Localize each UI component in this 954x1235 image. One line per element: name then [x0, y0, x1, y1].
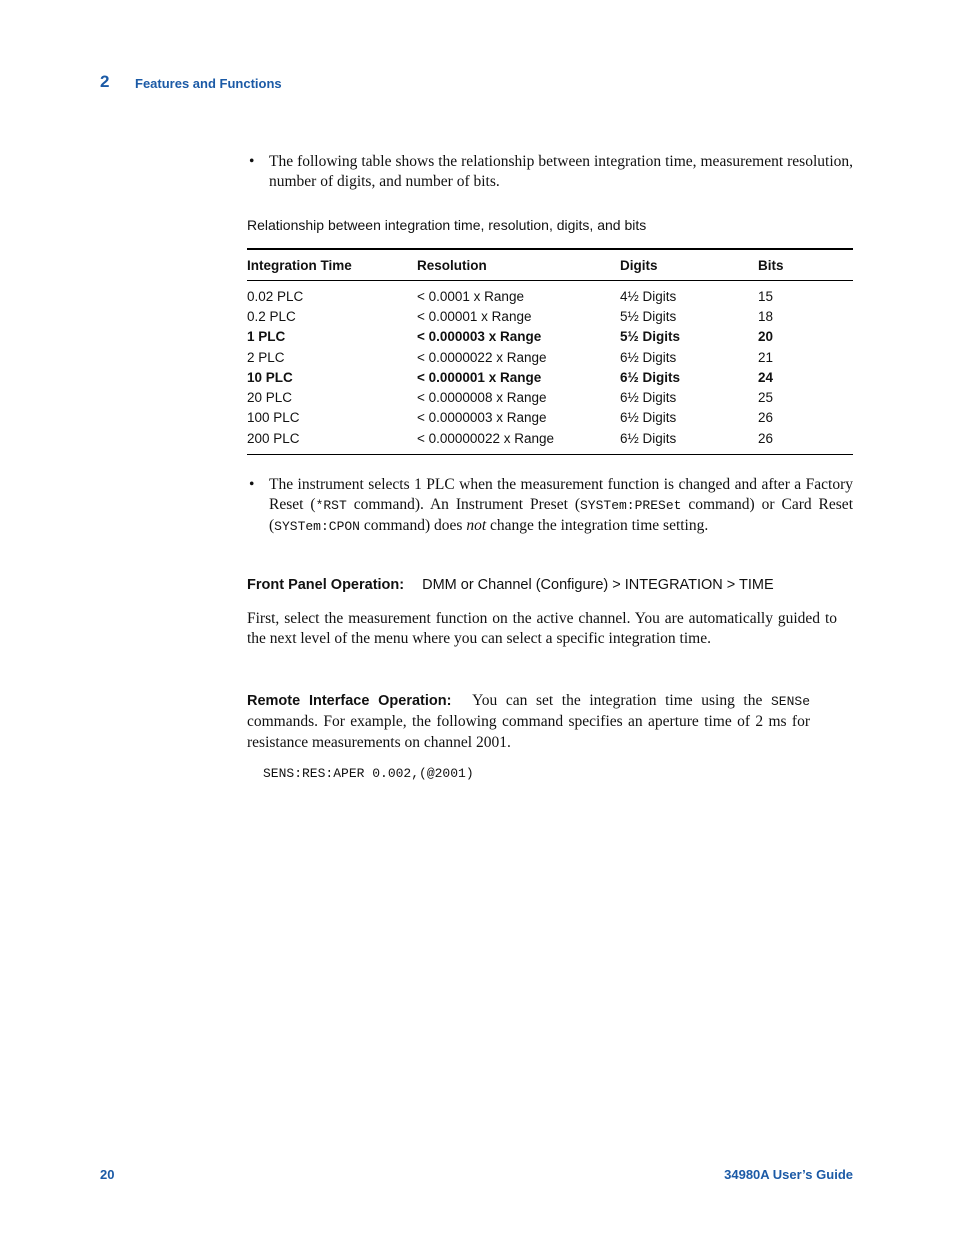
code-rst: *RST	[315, 498, 347, 513]
bullet-item-table-intro	[247, 152, 853, 192]
cell-digits: 6½ Digits	[620, 430, 677, 446]
page-number: 20	[100, 1167, 115, 1182]
remote-text-part: commands. For example, the following command specifies an aperture time of 2 ms for resistance measurements on channel 2001.	[247, 713, 810, 751]
table-row-highlighted	[247, 327, 853, 347]
cell-bits: 21	[758, 349, 774, 365]
bullet-text-part: The instrument selects 1 PLC when the measurement function is changed and after a Factory Reset (	[269, 476, 853, 513]
bullet-text: The following table shows the relationship between integration time, measurement resolution, number of digits, and number of bits.	[269, 153, 853, 190]
cell-bits: 24	[758, 369, 774, 385]
table-row	[247, 387, 853, 407]
table-row-highlighted	[247, 367, 853, 387]
cell-resolution: < 0.00001 x Range	[417, 308, 532, 324]
cell-digits: 6½ Digits	[620, 369, 681, 385]
bullet-text-part: command) or Card Reset (	[269, 496, 853, 534]
cell-integration-time: 1 PLC	[247, 329, 286, 345]
table-caption: Relationship between integration time, resolution, digits, and bits	[247, 217, 647, 233]
cell-integration-time: 10 PLC	[247, 369, 293, 385]
table-row	[247, 306, 853, 326]
cell-bits: 20	[758, 329, 774, 345]
column-header-integration-time: Integration Time	[247, 257, 352, 273]
cell-resolution: < 0.0001 x Range	[417, 288, 524, 304]
code-system-preset: SYSTem:PRESet	[580, 498, 682, 513]
cell-digits: 5½ Digits	[620, 329, 681, 345]
cell-resolution: < 0.0000003 x Range	[417, 410, 547, 426]
cell-digits: 5½ Digits	[620, 308, 677, 324]
chapter-number: 2	[100, 72, 110, 91]
cell-digits: 6½ Digits	[620, 349, 677, 365]
cell-integration-time: 2 PLC	[247, 349, 285, 365]
cell-integration-time: 0.02 PLC	[247, 288, 304, 304]
chapter-title: Features and Functions	[135, 76, 282, 91]
table-row	[247, 428, 853, 448]
command-example: SENS:RES:APER 0.002,(@2001)	[263, 766, 474, 781]
front-panel-label: Front Panel Operation:	[247, 577, 405, 593]
table-row	[247, 347, 853, 367]
bullet-icon: •	[249, 153, 255, 170]
cell-resolution: < 0.0000008 x Range	[417, 390, 547, 406]
column-header-digits: Digits	[620, 257, 658, 273]
cell-digits: 4½ Digits	[620, 288, 677, 304]
integration-table	[247, 248, 853, 455]
cell-bits: 15	[758, 288, 774, 304]
code-system-cpon: SYSTem:CPON	[274, 519, 360, 534]
remote-text-part: You can set the integration time using the	[472, 692, 763, 709]
table-row	[247, 286, 853, 306]
guide-title: 34980A User’s Guide	[724, 1167, 853, 1182]
cell-resolution: < 0.00000022 x Range	[417, 430, 554, 446]
cell-bits: 26	[758, 430, 774, 446]
cell-integration-time: 200 PLC	[247, 430, 300, 446]
column-header-bits: Bits	[758, 257, 784, 273]
cell-bits: 25	[758, 390, 774, 406]
bullet-text-part: command) does	[360, 517, 467, 534]
table-header-row	[247, 250, 853, 281]
table-body	[247, 281, 853, 454]
code-sense: SENSe	[770, 694, 810, 709]
cell-integration-time: 20 PLC	[247, 390, 293, 406]
bullet-item-default-plc	[247, 475, 853, 537]
cell-integration-time: 0.2 PLC	[247, 308, 296, 324]
cell-resolution: < 0.000003 x Range	[417, 329, 542, 345]
cell-digits: 6½ Digits	[620, 390, 677, 406]
bullet-text-part: command). An Instrument Preset (	[346, 496, 580, 513]
remote-interface-operation	[247, 691, 810, 753]
paragraph-first-select: First, select the measurement function on the active channel. You are automatically guided to the next level of the menu where you can select a specific integration time.	[247, 610, 837, 648]
cell-bits: 18	[758, 308, 774, 324]
cell-digits: 6½ Digits	[620, 410, 677, 426]
table-row	[247, 408, 853, 428]
front-panel-operation	[247, 576, 853, 594]
cell-integration-time: 100 PLC	[247, 410, 300, 426]
cell-bits: 26	[758, 410, 774, 426]
bullet-icon: •	[249, 476, 255, 493]
cell-resolution: < 0.000001 x Range	[417, 369, 542, 385]
remote-interface-label: Remote Interface Operation:	[247, 693, 452, 709]
emphasis-not: not	[466, 517, 487, 534]
column-header-resolution: Resolution	[417, 257, 487, 273]
front-panel-path: DMM or Channel (Configure) > INTEGRATION > TIME	[422, 577, 774, 593]
bullet-text-part: change the integration time setting.	[486, 517, 709, 534]
cell-resolution: < 0.0000022 x Range	[417, 349, 547, 365]
